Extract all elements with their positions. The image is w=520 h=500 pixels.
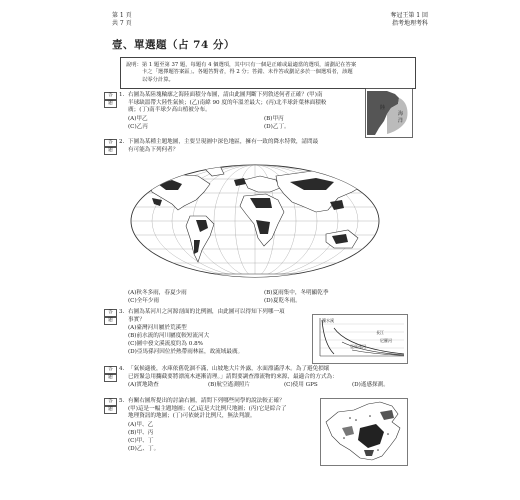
- page-number-header: [112, 12, 132, 28]
- q2-option-b[interactable]: (B)夏雨集中，冬明顯乾季: [264, 290, 329, 296]
- instruction-line: 說明：第 1 題至第 37 題，每題有 4 個選項，其中只有一個是正確或最適當的選項，請劃記在答案: [126, 62, 357, 68]
- question-number: 1.: [119, 92, 125, 98]
- exam-subject: 指考地理考科: [391, 20, 428, 27]
- option-a[interactable]: (A)甲、乙: [128, 422, 154, 428]
- option-a[interactable]: (A)甲乙: [128, 116, 148, 122]
- question-text: 右圖為某河川之河源剖面的比例圖，由此圖可以得知下列哪一項 事實？: [128, 309, 285, 323]
- option-c[interactable]: (C)甲、丁: [128, 438, 154, 444]
- q2-option-a[interactable]: (A)秋冬多雨，春夏少雨: [128, 290, 187, 296]
- page-index: 第 1 頁: [112, 12, 132, 19]
- page-total: 共 7 頁: [112, 20, 132, 27]
- answer-box: 答 題: [104, 92, 117, 108]
- option-a[interactable]: (A)實地勘查: [128, 382, 159, 388]
- option-b[interactable]: (B)甲丙: [264, 116, 284, 122]
- answer-box: 答 題: [104, 309, 117, 325]
- river-label-zhuoshui: 濁水溪: [322, 318, 334, 323]
- question-text: 「氣候適後，水庫依舊乾涸不滿，山坡地大片外露，水面漂滿浮木。為了避免損壞 已經緊急用攔截要將漂流木逐漸清理。」請問要調查漂流物的來源，最適合的方式為：: [128, 366, 338, 380]
- option-c[interactable]: (C)使用 GPS: [284, 382, 318, 388]
- river-label-nile: 尼羅河: [380, 338, 392, 343]
- fig-label-ocean: 洋: [398, 118, 404, 124]
- exam-title-header: [390, 12, 428, 28]
- question-text: 下圖為某種主題地圖，主要呈現圖中深色地區，擁有一致的降水特徵，請問最 有可能為下列何者？: [128, 139, 319, 153]
- answer-box: 答 題: [104, 139, 117, 155]
- option-a[interactable]: (A)臺灣河川屬於荒溪型: [128, 325, 187, 331]
- option-d[interactable]: (D)亞馬孫河因位於熱帶雨林區，故流域最廣。: [128, 349, 244, 355]
- option-c[interactable]: (C)乙丙: [128, 124, 148, 130]
- answer-box: 答 題: [104, 366, 117, 382]
- river-label-amazon: 亞馬孫河: [350, 344, 366, 349]
- land-sea-figure: [365, 88, 413, 138]
- question-4: [104, 366, 414, 394]
- question-number: 3.: [119, 309, 125, 315]
- option-d[interactable]: (D)乙、丁。: [128, 446, 160, 452]
- question-2: [104, 139, 414, 159]
- instruction-line: 卡之「選擇題答案區」。各題答對者，得 2 分；答錯、未作答或劃記多於一個選項者，該題: [142, 69, 353, 76]
- instruction-line: 以零分計算。: [142, 76, 174, 83]
- q2-option-c[interactable]: (C)全年少雨: [128, 298, 160, 304]
- question-text: 有關右圖所提出的討論右圖，請問下列哪些同學的說法較正確？ (甲)這是一幅主題地圖；(乙)這是大比例尺地圖；(丙)它是綜合了 地理資訊的地圖；(丁)可依統計比例尺，無法判讀。: [128, 398, 287, 420]
- q2-option-d[interactable]: (D)夏乾冬雨。: [264, 298, 301, 304]
- option-d[interactable]: (D)乙丁。: [264, 124, 290, 130]
- question-number: 2.: [119, 139, 125, 145]
- china-thematic-map: [320, 398, 408, 466]
- exam-series: 奪冠王第 1 回: [390, 12, 428, 19]
- section-title: 壹、單選題（占 74 分）: [112, 39, 235, 51]
- fig-label-land: 陸: [380, 105, 386, 111]
- question-number: 4.: [119, 366, 125, 372]
- option-c[interactable]: (C)圖中發文溪流度約為 0.8%: [128, 341, 203, 347]
- question-text: 右圖為某陸塊輪廓之海陸面積分布圖，請由此圖判斷下列敘述何者正確？(甲)南 半球缺溫帶大陸性氣候；(乙)南緯 90 度的年溫差最大；(丙)北半球針葉林面積較 廣；(丁)南半球少高山植被分布。: [128, 92, 327, 114]
- question-number: 5.: [119, 398, 125, 404]
- option-b[interactable]: (B)航空遙測照片: [208, 382, 251, 388]
- answer-box: 答 題: [104, 398, 117, 414]
- option-d[interactable]: (D)遙感探測。: [352, 382, 389, 388]
- option-b[interactable]: (B)甲、丙: [128, 430, 154, 436]
- world-map: [120, 158, 390, 284]
- river-label-changjiang: 長江: [376, 330, 384, 335]
- option-b[interactable]: (B)前水流的河川屬度較短流河大: [128, 333, 210, 339]
- fig-label-sea: 海: [398, 111, 404, 117]
- instructions-box: [120, 57, 416, 89]
